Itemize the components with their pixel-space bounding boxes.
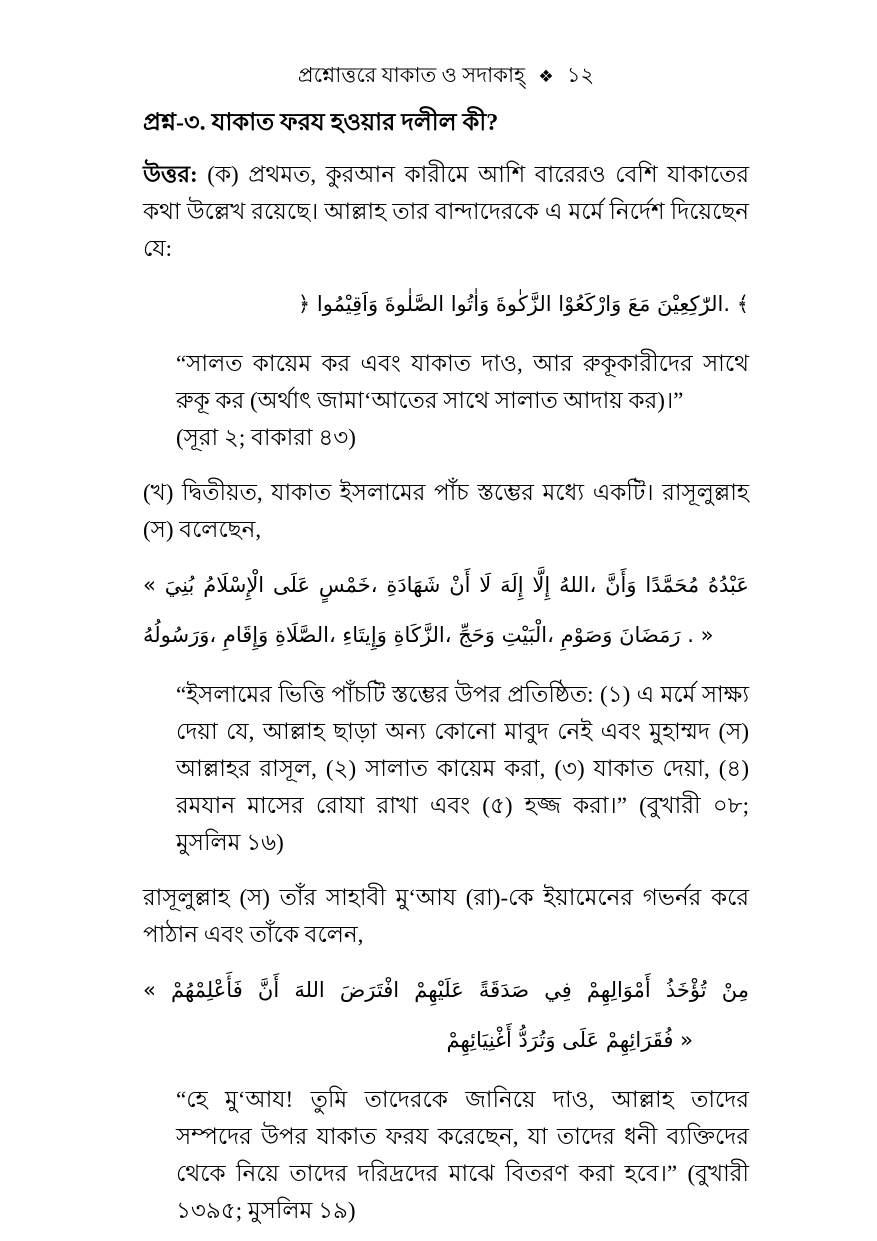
muadh-intro-paragraph: রাসূলুল্লাহ (স) তাঁর সাহাবী মু‘আয (রা)-কে ইয়ামেনের গভর্নর করে পাঠান এবং তাঁকে বলেন, [143, 885, 749, 947]
answer-paragraph-first [143, 156, 749, 267]
answer-label: উত্তর: [143, 162, 198, 187]
hadith-pillars-arabic [143, 560, 749, 660]
hadith-pillars-line-1: « بُنِيَ الْإِسْلَامُ عَلَى خَمْسٍ، شَهَادَةِ أَنْ لَا إِلَهَ إِلَّا اللهُ، وَأَنَّ مُحَمَّدًا عَبْدُهُ [143, 573, 749, 597]
hadith-muadh-translation-text: “হে মু‘আয! তুমি তাদেরকে জানিয়ে দাও, আল্লাহ তাদের সম্পদের উপর যাকাত ফরয করেছেন, যা তাদের ধনী ব্যক্তিদের থেকে নিয়ে তাদের দরিদ্রদের মাঝে বিতরণ করা হবে।” (বুখারী ১৩৯৫; মুসলিম ১৯) [176, 1087, 749, 1223]
hadith-muadh-line-2: أَغْنِيَائِهِمْ وَتُرَدُّ عَلَى فُقَرَائِهِمْ » [446, 1028, 693, 1052]
running-header [143, 60, 749, 92]
hadith-muadh-translation-block [143, 1081, 749, 1229]
quran-verse-line: ﴿ وَاَقِيْمُوا الصَّلٰوةَ وَاٰتُوا الزَّكٰوةَ وَارْكَعُوْا مَعَ الرّٰكِعِيْنَ. ﴾ [297, 292, 749, 316]
quran-verse-arabic [143, 279, 749, 329]
hadith-muadh-line-1: « فَأَعْلِمْهُمْ أَنَّ اللهَ افْتَرَضَ عَلَيْهِمْ صَدَقَةً فِي أَمْوَالِهِمْ تُؤْخَذُ مِنْ [143, 978, 749, 1002]
verse-translation-text: “সালত কায়েম কর এবং যাকাত দাও, আর রুকূকারীদের সাথে রুকূ কর (অর্থাৎ জামা‘আতের সাথে সালাত আদায় কর)।” [176, 351, 749, 413]
verse-translation-block [143, 345, 749, 456]
answer-intro-text: (ক) প্রথমত, কুরআন কারীমে আশি বারেরও বেশি যাকাতের কথা উল্লেখ রয়েছে। আল্লাহ তার বান্দাদেরকে এ মর্মে নির্দেশ দিয়েছেন যে: [143, 162, 750, 261]
hadith-pillars-line-2: وَرَسُولُهُ، وَإِقَامِ الصَّلَاةِ، وَإِيتَاءِ الزَّكَاةِ، وَحَجِّ الْبَيْتِ، وَصَوْمِ رَمَضَانَ . » [143, 623, 714, 647]
hadith-pillars-translation-text: “ইসলামের ভিত্তি পাঁচটি স্তম্ভের উপর প্রতিষ্ঠিত: (১) এ মর্মে সাক্ষ্য দেয়া যে, আল্লাহ ছাড়া অন্য কোনো মাবুদ নেই এবং মুহাম্মদ (স) আল্লাহর রাসূল, (২) সালাত কায়েম করা, (৩) যাকাত দেয়া, (৪) রমযান মাসের রোযা রাখা এবং (৫) হজ্জ করা।” (বুখারী ০৮; মুসলিম ১৬) [176, 682, 749, 855]
verse-citation: (সূরা ২; বাকারা ৪৩) [176, 425, 356, 450]
diamond-ornament-icon: ❖ [538, 67, 554, 87]
header-page-number: ১২ [566, 63, 595, 87]
hadith-pillars-translation-block [143, 676, 749, 861]
hadith-muadh-arabic [143, 965, 749, 1065]
second-point-paragraph: (খ) দ্বিতীয়ত, যাকাত ইসলামের পাঁচ স্তম্ভের মধ্যে একটি। রাসূলুল্লাহ (স) বলেছেন, [143, 480, 749, 542]
header-title: প্রশ্নোত্তরে যাকাত ও সদাকাহ্ [297, 63, 526, 87]
question-heading: প্রশ্ন-৩. যাকাত ফরয হওয়ার দলীল কী? [143, 110, 499, 136]
